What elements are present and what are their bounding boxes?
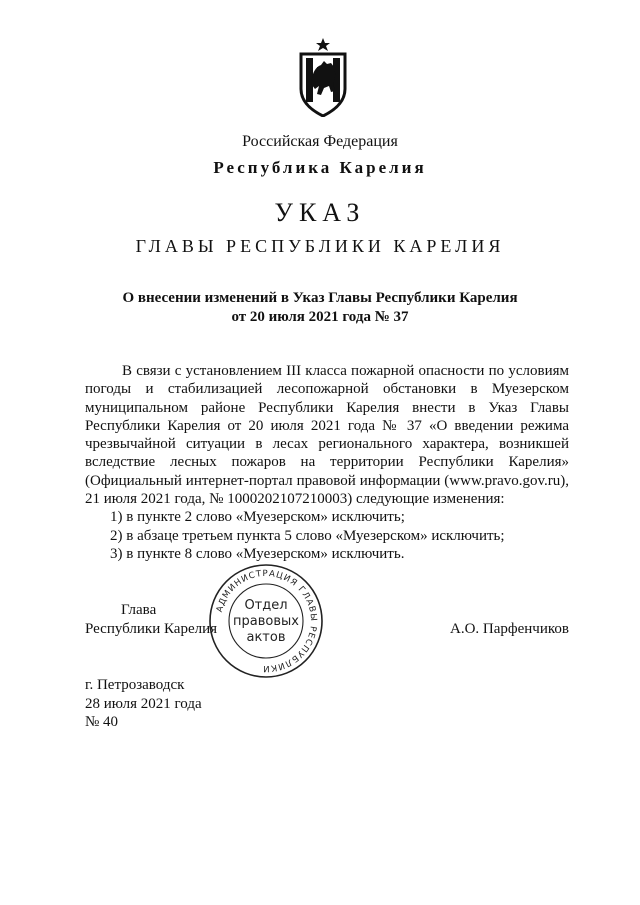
document-title-line1: О внесении изменений в Указ Главы Республики Карелия (122, 290, 518, 306)
stamp-text-line1: Отдел (244, 598, 288, 613)
issuer: ГЛАВЫ РЕСПУБЛИКИ КАРЕЛИЯ (135, 236, 505, 256)
decree-number: № 40 (85, 714, 119, 730)
republic-name: Республика Карелия (213, 158, 427, 177)
signatory-position-line1: Глава (121, 602, 157, 618)
place-of-signing: г. Петрозаводск (85, 677, 185, 693)
country-name: Российская Федерация (242, 133, 398, 150)
coat-of-arms-icon (297, 37, 349, 117)
signatory-position-line2: Республики Карелия (85, 621, 218, 637)
document-footer (85, 676, 202, 732)
list-item: 3) в пункте 8 слово «Муезерском» исключить. (110, 545, 405, 562)
stamp-text-line3: актов (246, 630, 286, 645)
list-item: 1) в пункте 2 слово «Муезерском» исключить; (110, 509, 405, 526)
body-paragraph: В связи с установлением III класса пожарной опасности по условиям погоды и стабилизацией лесопожарной обстановки в Муезерском муниципальном районе Республики Карелия внести в Указ Главы Республики Карелия от 20 июля 2021 года № 37 «О введении режима чрезвычайной ситуации в лесах регионального характера, возникшей вследствие лесных пожаров на территории Республики Карелия» (Официальный интернет-портал правовой информации (www.pravo.gov.ru), 21 июля 2021 года, № 1000202107210003) следующие изменения: (85, 363, 569, 508)
stamp-ring-text: АДМИНИСТРАЦИЯ ГЛАВЫ РЕСПУБЛИКИ (214, 568, 319, 674)
signing-date: 28 июля 2021 года (85, 695, 202, 712)
official-stamp (207, 562, 325, 680)
stamp-text-line2: правовых (233, 614, 299, 629)
document-type: УКАЗ (274, 198, 366, 227)
signatory-name: А.О. Парфенчиков (450, 621, 569, 637)
list-item: 2) в абзаце третьем пункта 5 слово «Муезерском» исключить; (110, 527, 505, 544)
document-body (85, 362, 569, 563)
document-title-line2: от 20 июля 2021 года № 37 (231, 309, 409, 325)
